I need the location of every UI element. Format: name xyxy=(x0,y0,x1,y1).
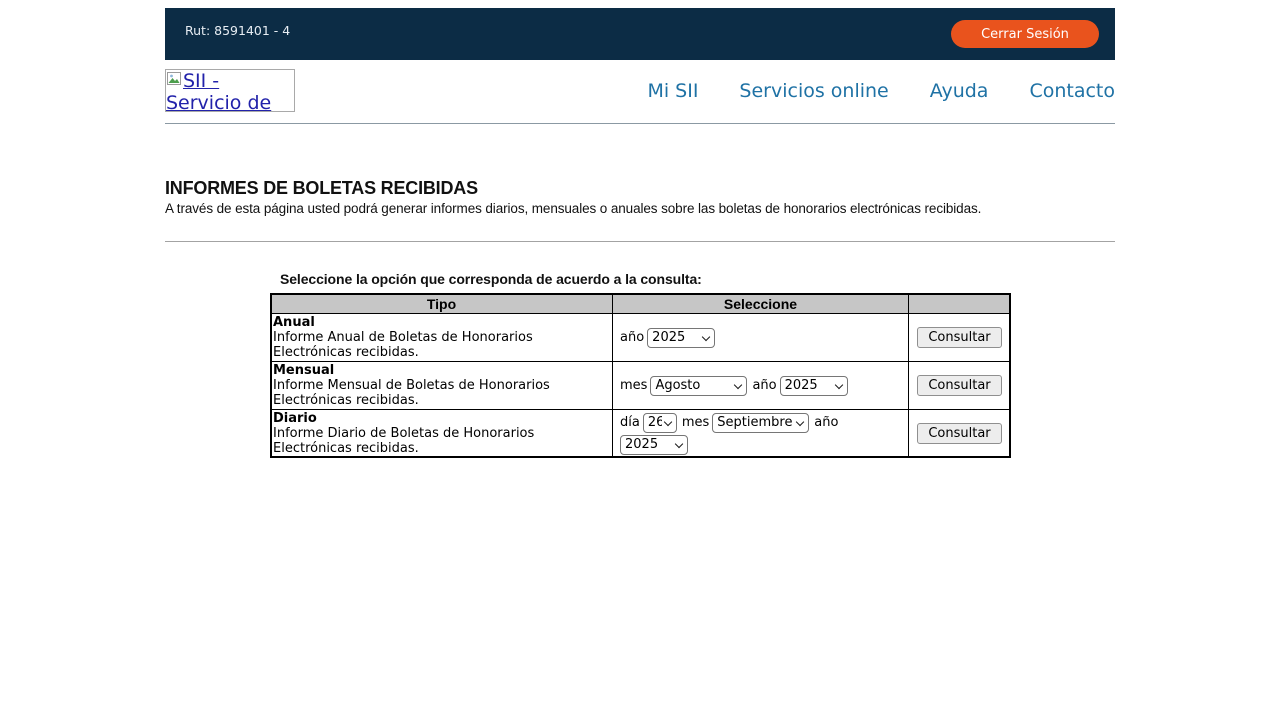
row-description-mensual: Informe Mensual de Boletas de Honorarios Electrónicas recibidas. xyxy=(273,378,550,408)
header xyxy=(165,69,1115,112)
diario-year-select[interactable] xyxy=(620,435,688,455)
content-divider xyxy=(165,241,1115,242)
nav-contacto[interactable]: Contacto xyxy=(1029,79,1115,102)
logout-button[interactable]: Cerrar Sesión xyxy=(951,20,1099,48)
diario-month-label: mes xyxy=(681,415,710,430)
row-type-anual: Anual xyxy=(273,315,315,330)
header-divider xyxy=(165,123,1115,124)
column-header-action xyxy=(909,294,1011,314)
logo-alt-text: SII - Servicio de xyxy=(166,70,272,112)
row-type-diario: Diario xyxy=(273,411,317,426)
row-type-mensual: Mensual xyxy=(273,363,335,378)
nav-servicios-online[interactable]: Servicios online xyxy=(739,79,889,102)
table-row-diario xyxy=(271,410,1011,458)
page-container xyxy=(165,0,1115,458)
column-header-tipo: Tipo xyxy=(271,294,613,314)
consulta-prompt: Seleccione la opción que corresponda de acuerdo a la consulta: xyxy=(280,271,702,287)
rut-label: Rut: 8591401 - 4 xyxy=(185,22,291,38)
table-row-mensual xyxy=(271,362,1011,410)
main-nav xyxy=(647,80,1115,102)
nav-ayuda[interactable]: Ayuda xyxy=(929,79,989,102)
consulta-section xyxy=(270,271,1010,458)
diario-day-select[interactable] xyxy=(643,413,677,433)
broken-image-icon xyxy=(166,70,183,86)
consultar-button-mensual[interactable]: Consultar xyxy=(917,375,1001,396)
row-description-anual: Informe Anual de Boletas de Honorarios Electrónicas recibidas. xyxy=(273,330,533,360)
page-title: INFORMES DE BOLETAS RECIBIDAS xyxy=(165,178,478,198)
page-description: A través de esta página usted podrá generar informes diarios, mensuales o anuales sobre las boletas de honorarios electrónicas recibidas. xyxy=(165,201,982,216)
mensual-month-select[interactable] xyxy=(650,376,747,396)
mensual-year-select[interactable] xyxy=(780,376,848,396)
table-row-anual xyxy=(271,314,1011,362)
anual-year-select[interactable] xyxy=(647,328,715,348)
consultar-button-diario[interactable]: Consultar xyxy=(917,423,1001,444)
diario-month-select[interactable] xyxy=(712,413,809,433)
diario-year-label: año xyxy=(814,415,839,430)
sii-logo-link[interactable] xyxy=(165,69,295,112)
consulta-table xyxy=(270,293,1011,458)
column-header-seleccione: Seleccione xyxy=(613,294,909,314)
mensual-year-label: año xyxy=(752,378,777,393)
anual-year-label: año xyxy=(620,330,645,345)
nav-mi-sii[interactable]: Mi SII xyxy=(647,79,699,102)
diario-day-label: día xyxy=(620,415,640,430)
row-description-diario: Informe Diario de Boletas de Honorarios Electrónicas recibidas. xyxy=(273,426,535,456)
topbar xyxy=(165,8,1115,60)
mensual-month-label: mes xyxy=(620,378,648,393)
table-header-row xyxy=(271,294,1011,314)
consultar-button-anual[interactable]: Consultar xyxy=(917,327,1001,348)
